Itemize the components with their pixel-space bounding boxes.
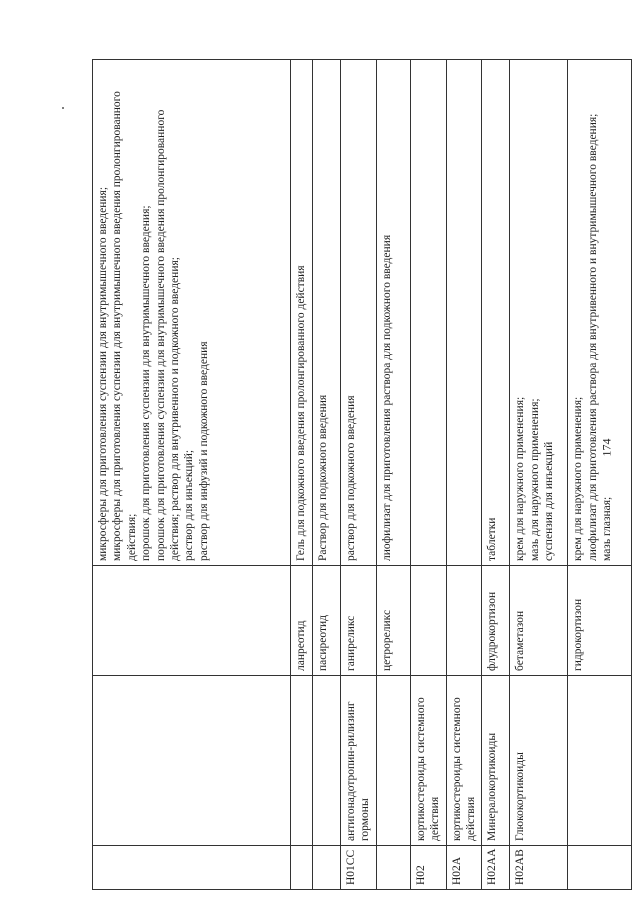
- dosage-forms-cell: [410, 60, 446, 566]
- table-row: [568, 60, 632, 890]
- table-row: [446, 60, 482, 890]
- drug-table-body: [93, 60, 632, 890]
- dosage-form-line: мазь глазная;: [601, 496, 613, 561]
- dosage-form-line: раствор для подкожного введения: [345, 395, 357, 561]
- drug-name-cell: ганиреликс: [341, 566, 377, 676]
- table-row: [482, 60, 510, 890]
- dosage-form-line: крем для наружного применения;: [514, 396, 527, 561]
- atc-code-cell: [568, 846, 632, 890]
- dosage-form-line: лиофилизат для приготовления раствора для внутривенного и внутримышечного введения;: [586, 113, 599, 561]
- rotated-table-container: [92, 60, 612, 890]
- drug-name-cell: [93, 566, 291, 676]
- table-row: [313, 60, 341, 890]
- drug-name-cell: гидрокортизон: [568, 566, 632, 676]
- dosage-form-line: крем для наружного применения;: [572, 396, 585, 561]
- atc-code-cell: [291, 846, 313, 890]
- atc-code-cell: H02AA: [482, 846, 510, 890]
- group-cell: Минералокортикоиды: [482, 676, 510, 846]
- dosage-forms-cell: [93, 60, 291, 566]
- dosage-forms-cell: [341, 60, 377, 566]
- dosage-form-line: лиофилизат для приготовления раствора для подкожного введения: [380, 234, 393, 561]
- drug-name-cell: пасиреотид: [313, 566, 341, 676]
- dosage-form-line: микросферы для приготовления суспензии для внутримышечного введения пролонгированного действия;: [111, 91, 138, 561]
- dosage-form-line: суспензия для инъекций: [543, 441, 555, 561]
- dosage-forms-cell: [568, 60, 632, 566]
- dosage-forms-cell: [291, 60, 313, 566]
- atc-code-cell: H02A: [446, 846, 482, 890]
- dosage-form-line: таблетки: [486, 517, 499, 561]
- drug-table: [92, 59, 632, 890]
- scan-speck: [62, 107, 64, 109]
- dosage-form-line: раствор для инфузий и подкожного введения: [197, 341, 210, 561]
- drug-name-cell: [410, 566, 446, 676]
- group-cell: кортикостероиды системного действия: [446, 676, 482, 846]
- group-cell: антигонадотропин-рилизинг гормоны: [341, 676, 377, 846]
- dosage-form-line: порошок для приготовления суспензии для внутримышечного введения;: [140, 205, 153, 561]
- page-number: 174: [599, 438, 614, 457]
- dosage-form-line: микросферы для приготовления суспензии для внутримышечного введения;: [97, 186, 109, 561]
- atc-code-cell: H02: [410, 846, 446, 890]
- drug-name-cell: цетрореликс: [376, 566, 410, 676]
- table-row: [93, 60, 291, 890]
- dosage-form-line: порошок для приготовления суспензии для внутримышечного введения пролонгированного действия; раствор для внутривенного и подкожного введения;: [154, 109, 181, 561]
- dosage-forms-cell: [446, 60, 482, 566]
- drug-name-cell: флудрокортизон: [482, 566, 510, 676]
- dosage-form-line: раствор для инъекций;: [183, 449, 196, 561]
- dosage-forms-cell: [376, 60, 410, 566]
- group-cell: [93, 676, 291, 846]
- group-cell: [313, 676, 341, 846]
- drug-name-cell: ланреотид: [291, 566, 313, 676]
- group-cell: [291, 676, 313, 846]
- atc-code-cell: H01CC: [341, 846, 377, 890]
- group-cell: [568, 676, 632, 846]
- table-row: [376, 60, 410, 890]
- dosage-form-line: Раствор для подкожного введения: [317, 394, 329, 561]
- drug-name-cell: [446, 566, 482, 676]
- atc-code-cell: H02AB: [510, 846, 568, 890]
- dosage-form-line: Гель для подкожного введения пролонгированного действия: [295, 265, 307, 561]
- group-cell: кортикостероиды системного действия: [410, 676, 446, 846]
- dosage-forms-cell: [482, 60, 510, 566]
- table-row: [341, 60, 377, 890]
- atc-code-cell: [313, 846, 341, 890]
- dosage-forms-cell: [510, 60, 568, 566]
- drug-name-cell: бетаметазон: [510, 566, 568, 676]
- atc-code-cell: [376, 846, 410, 890]
- table-row: [510, 60, 568, 890]
- dosage-form-line: мазь для наружного применения;: [528, 398, 541, 561]
- group-cell: Глюкокортикоиды: [510, 676, 568, 846]
- table-row: [291, 60, 313, 890]
- dosage-forms-cell: [313, 60, 341, 566]
- atc-code-cell: [93, 846, 291, 890]
- group-cell: [376, 676, 410, 846]
- table-row: [410, 60, 446, 890]
